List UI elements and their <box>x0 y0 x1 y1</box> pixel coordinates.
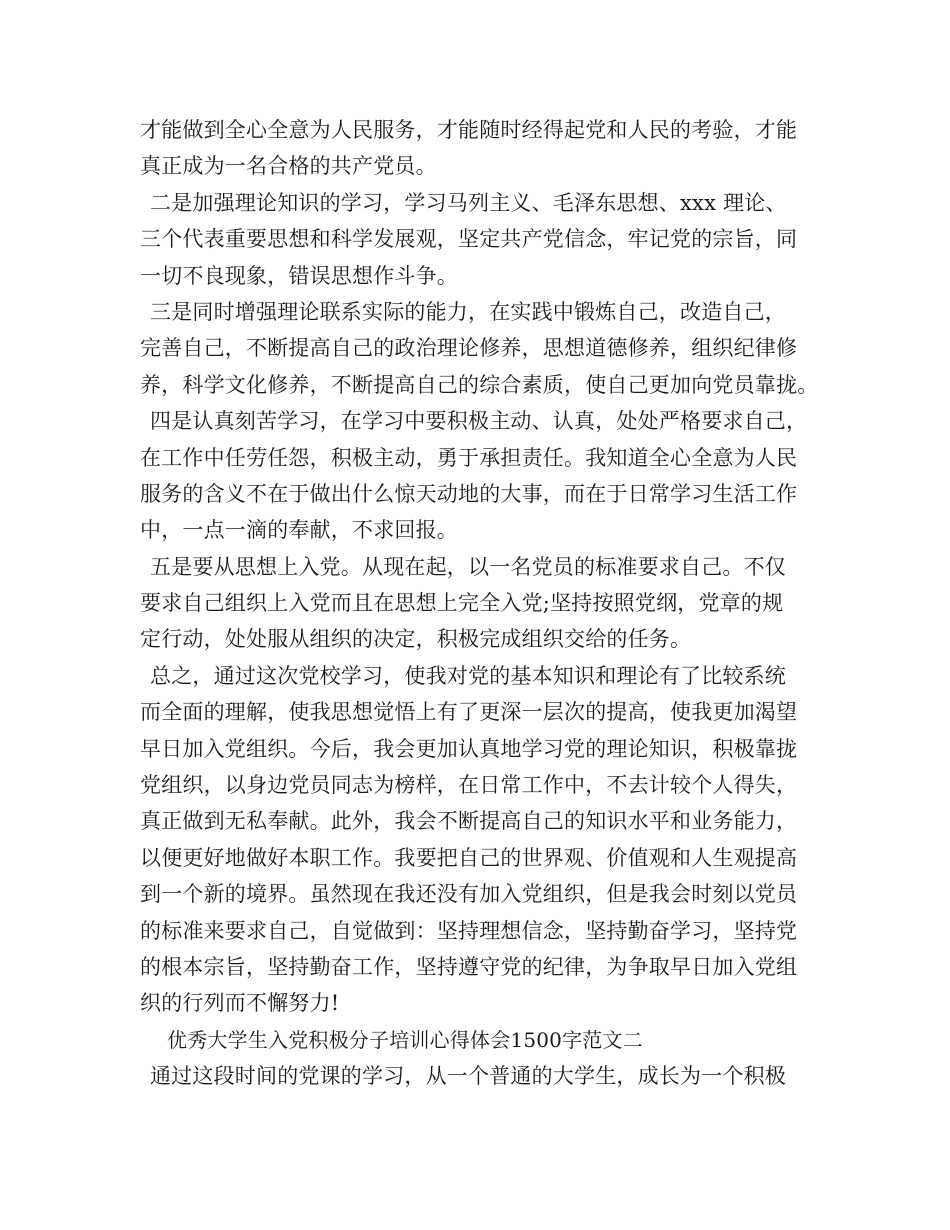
text-line: 到一个新的境界。虽然现在我还没有加入党组织，但是我会时刻以党员 <box>140 882 798 907</box>
text-line: 才能做到全心全意为人民服务，才能随时经得起党和人民的考验，才能 <box>140 118 798 142</box>
text-line: 真正做到无私奉献。此外，我会不断提高自己的知识水平和业务能力， <box>140 809 798 834</box>
text-line: 中，一点一滴的奉献，不求回报。 <box>140 518 458 543</box>
text-line: 完善自己，不断提高自己的政治理论修养，思想道德修养，组织纪律修 <box>140 336 798 361</box>
text-line: 一切不良现象，错误思想作斗争。 <box>140 263 458 288</box>
paragraph-start-line: 四是认真刻苦学习，在学习中要积极主动、认真，处处严格要求自己， <box>150 409 808 434</box>
text-line: 早日加入党组织。今后，我会更加认真地学习党的理论知识，积极靠拢 <box>140 736 798 761</box>
text-line: 真正成为一名合格的共产党员。 <box>140 154 437 179</box>
text-line: 三个代表重要思想和科学发展观，坚定共产党信念，牢记党的宗旨，同 <box>140 227 798 252</box>
text-line: 定行动，处处服从组织的决定，积极完成组织交给的任务。 <box>140 627 692 652</box>
text-line: 党组织，以身边党员同志为榜样，在日常工作中，不去计较个人得失， <box>140 773 798 798</box>
document-body <box>140 112 840 1095</box>
text-line: 在工作中任劳任怨，积极主动，勇于承担责任。我知道全心全意为人民 <box>140 445 798 470</box>
text-line: 服务的含义不在于做出什么惊天动地的大事，而在于日常学习生活工作 <box>140 481 798 506</box>
paragraph-start-line: 总之，通过这次党校学习，使我对党的基本知识和理论有了比较系统 <box>150 663 786 688</box>
paragraph-start-line: 通过这段时间的党课的学习，从一个普通的大学生，成长为一个积极 <box>150 1064 786 1089</box>
text-line: 而全面的理解，使我思想觉悟上有了更深一层次的提高，使我更加渴望 <box>140 700 798 725</box>
paragraph-start-line: 五是要从思想上入党。从现在起，以一名党员的标准要求自己。不仅 <box>150 554 786 579</box>
section-subtitle: 优秀大学生入党积极分子培训心得体会1500字范文二 <box>167 1027 643 1052</box>
text-line: 要求自己组织上入党而且在思想上完全入党;坚持按照党纲，党章的规 <box>140 591 784 616</box>
text-line: 养，科学文化修养，不断提高自己的综合素质，使自己更加向党员靠拢。 <box>140 372 819 397</box>
text-line: 的根本宗旨，坚持勤奋工作，坚持遵守党的纪律，为争取早日加入党组 <box>140 954 798 979</box>
text-line: 的标准来要求自己，自觉做到：坚持理想信念，坚持勤奋学习，坚持党 <box>140 918 798 943</box>
paragraph-start-line: 三是同时增强理论联系实际的能力，在实践中锻炼自己，改造自己， <box>150 299 786 324</box>
paragraph-start-line: 二是加强理论知识的学习，学习马列主义、毛泽东思想、xxx 理论、 <box>150 190 787 215</box>
text-line: 织的行列而不懈努力! <box>140 991 340 1016</box>
text-line: 以便更好地做好本职工作。我要把自己的世界观、价值观和人生观提高 <box>140 845 798 870</box>
